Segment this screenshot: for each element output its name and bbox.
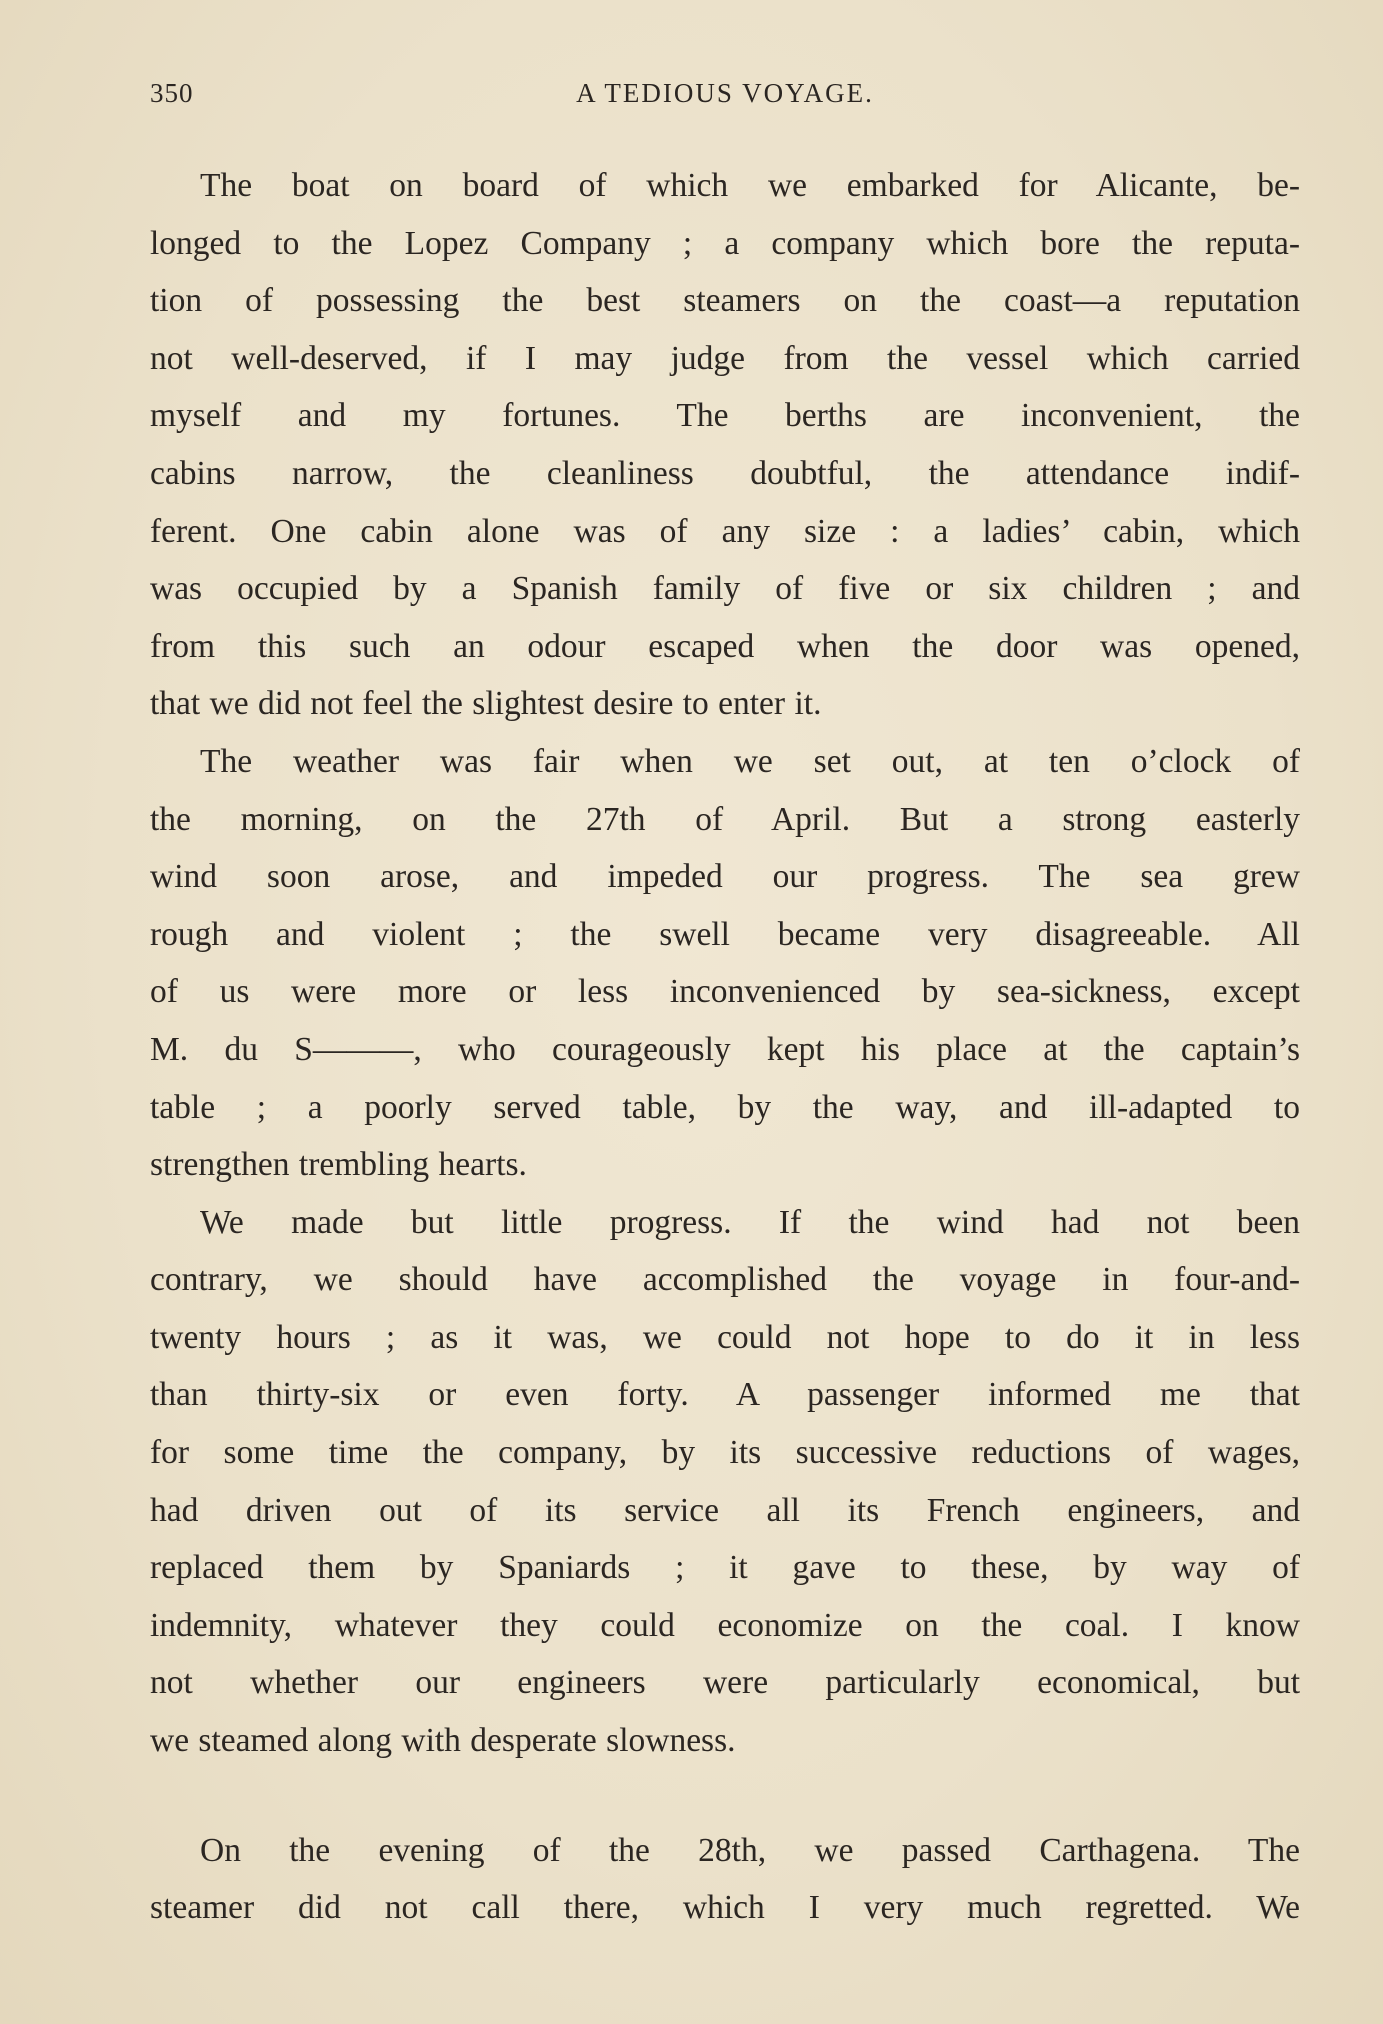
text-line: than thirty-six or even forty. A passenger informed me that [150,1376,1300,1414]
running-head [150,78,1300,118]
text-line: contrary, we should have accomplished the voyage in four-and- [150,1261,1300,1299]
text-line: twenty hours ; as it was, we could not hope to do it in less [150,1318,1300,1356]
text-line: from this such an odour escaped when the door was opened, [150,627,1300,665]
paragraph-1 [150,157,1300,733]
paragraph-4 [150,1822,1300,1937]
text-line: had driven out of its service all its French engineers, and [150,1491,1300,1529]
paragraph-2 [150,733,1300,1194]
text-line: The weather was fair when we set out, at ten o’clock of [200,742,1300,780]
text-line: steamer did not call there, which I very much regretted. We [150,1889,1300,1927]
paragraph-3 [150,1194,1300,1770]
text-line: rough and violent ; the swell became very disagreeable. All [150,915,1300,953]
text-line: tion of possessing the best steamers on the coast—a reputation [150,282,1300,320]
text-line: On the evening of the 28th, we passed Carthagena. The [200,1831,1300,1869]
text-line: cabins narrow, the cleanliness doubtful, the attendance indif- [150,454,1300,492]
text-line: that we did not feel the slightest desire to enter it. [150,685,822,723]
text-line: the morning, on the 27th of April. But a strong easterly [150,800,1300,838]
page-number: 350 [150,78,194,108]
text-line: M. du S———, who courageously kept his place at the captain’s [150,1030,1300,1068]
body-text [150,157,1300,1937]
text-line: indemnity, whatever they could economize on the coal. I know [150,1606,1300,1644]
text-line: ferent. One cabin alone was of any size : a ladies’ cabin, which [150,512,1300,550]
text-line: we steamed along with desperate slowness. [150,1722,736,1760]
text-line: wind soon arose, and impeded our progress. The sea grew [150,858,1300,896]
text-line: table ; a poorly served table, by the way, and ill-adapted to [150,1088,1300,1126]
text-line: The boat on board of which we embarked for Alicante, be- [200,167,1300,204]
text-line: longed to the Lopez Company ; a company which bore the reputa- [150,224,1300,262]
text-line: not whether our engineers were particularly economical, but [150,1664,1300,1702]
running-title: A TEDIOUS VOYAGE. [576,78,874,108]
text-line: for some time the company, by its successive reductions of wages, [150,1434,1300,1472]
text-line: myself and my fortunes. The berths are inconvenient, the [150,397,1300,435]
section-gap [150,1770,1300,1822]
text-line: We made but little progress. If the wind had not been [200,1203,1300,1241]
text-line: strengthen trembling hearts. [150,1146,527,1184]
text-line: of us were more or less inconvenienced by sea-sickness, except [150,973,1300,1011]
text-line: not well-deserved, if I may judge from the vessel which carried [150,339,1300,377]
text-line: was occupied by a Spanish family of five or six children ; and [150,570,1300,608]
text-line: replaced them by Spaniards ; it gave to these, by way of [150,1549,1300,1587]
